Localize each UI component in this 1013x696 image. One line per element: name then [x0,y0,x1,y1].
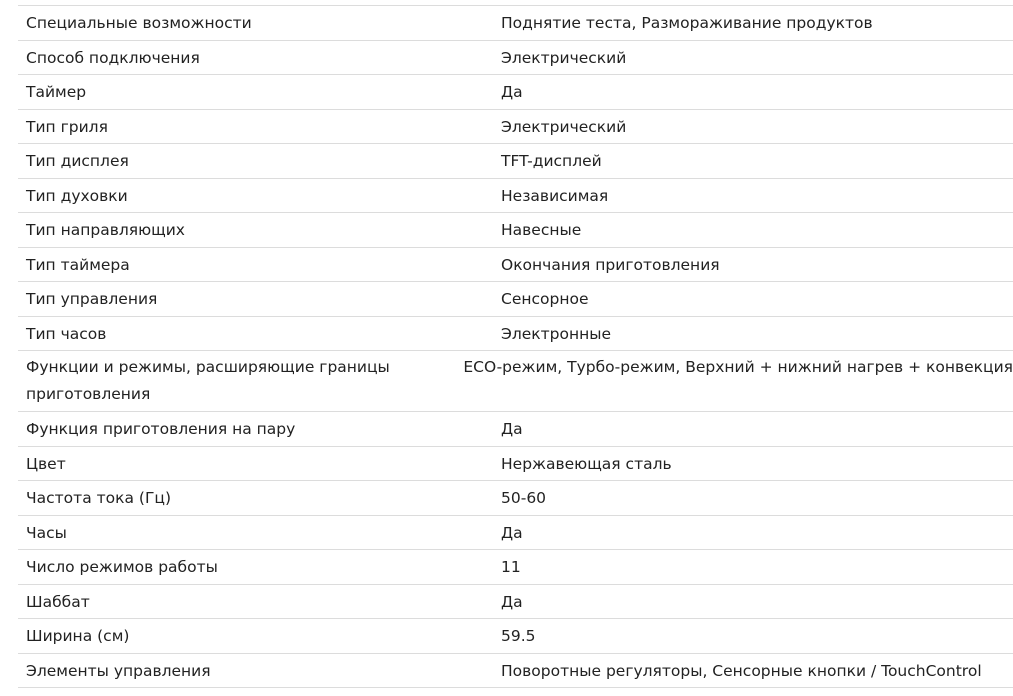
spec-name: Частота тока (Гц) [26,489,172,507]
spec-name: Тип гриля [26,117,108,136]
spec-value: Электрический [501,48,627,67]
spec-row-controls [18,654,1013,689]
spec-name: Элементы управления [26,661,211,680]
spec-name: Цвет [26,454,66,473]
spec-row-clock [18,516,1013,551]
spec-value: Независимая [501,186,609,205]
spec-value: Сенсорное [501,290,589,308]
spec-value: TFT-дисплей [501,152,602,170]
spec-name: Функции и режимы, расширяющие границы приготовления [26,358,390,403]
spec-value: Поворотные регуляторы, Сенсорные кнопки / TouchControl [501,661,982,680]
spec-row-cooking-modes [18,351,1013,412]
spec-row-timer [18,75,1013,110]
spec-value: 11 [501,558,521,576]
spec-value: Да [501,420,523,438]
spec-row-width [18,619,1013,654]
spec-row-oven-type [18,179,1013,214]
spec-name: Функция приготовления на пару [26,420,296,438]
spec-value: Поднятие теста, Размораживание продуктов [501,14,873,32]
spec-value: Электронные [501,324,612,343]
spec-row-timer-type [18,248,1013,283]
spec-name: Тип таймера [26,255,130,274]
spec-value: Нержавеющая сталь [501,454,672,473]
spec-name: Тип направляющих [26,221,185,239]
spec-row-steam-function [18,412,1013,447]
spec-row-connection-type [18,41,1013,76]
spec-name: Тип дисплея [26,152,129,170]
spec-name: Шаббат [26,592,90,611]
spec-row-control-type [18,282,1013,317]
spec-name: Часы [26,523,67,542]
spec-value: 50-60 [501,489,547,507]
spec-name: Способ подключения [26,48,200,67]
spec-name: Тип управления [26,290,158,308]
spec-value: Навесные [501,221,582,239]
spec-row-grill-type [18,110,1013,145]
spec-row-rail-type [18,213,1013,248]
spec-name: Число режимов работы [26,558,218,576]
spec-value: 59.5 [501,627,536,645]
spec-row-display-type [18,144,1013,179]
spec-row-clock-type [18,317,1013,352]
spec-value: Да [501,83,523,101]
spec-value: Электрический [501,117,627,136]
spec-value: ECO-режим, Турбо-режим, Верхний + нижний нагрев + конвекция [463,358,1013,376]
spec-name: Специальные возможности [26,14,252,32]
spec-name: Тип духовки [26,186,128,205]
spec-row-modes-count [18,550,1013,585]
spec-row-sabbath [18,585,1013,620]
spec-name: Тип часов [26,324,107,343]
specifications-table [18,5,1013,688]
spec-value: Окончания приготовления [501,255,720,274]
spec-value: Да [501,592,523,611]
spec-name: Таймер [26,83,87,101]
spec-name: Ширина (см) [26,627,130,645]
spec-row-color [18,447,1013,482]
spec-row-special-features [18,6,1013,41]
spec-value: Да [501,523,523,542]
spec-row-frequency [18,481,1013,516]
